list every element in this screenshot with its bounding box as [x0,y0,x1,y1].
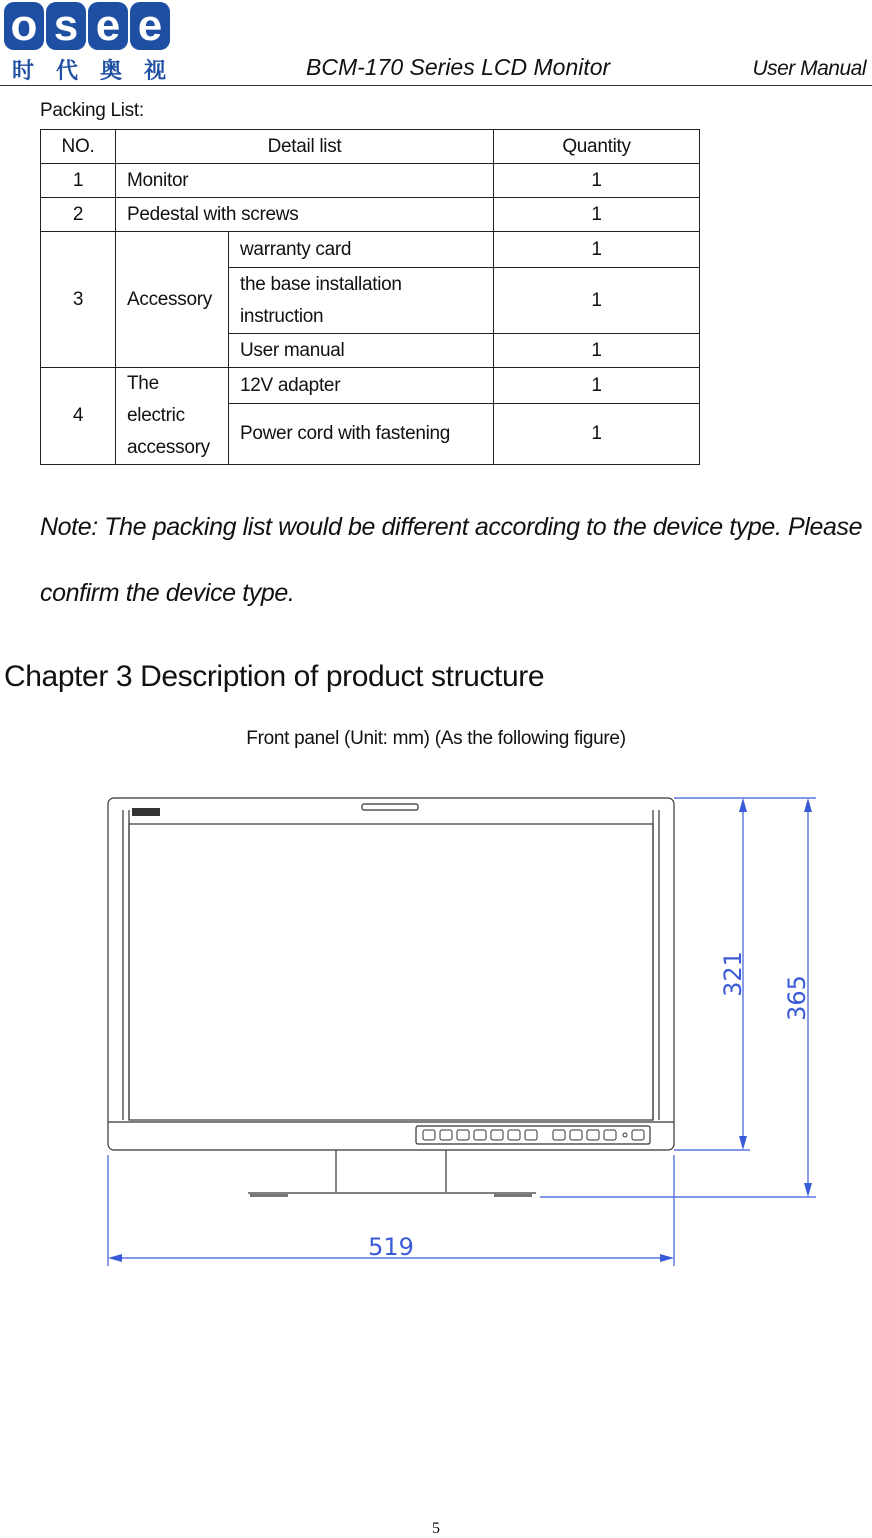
table-row [41,368,700,404]
table-row [41,164,700,198]
logo-letter: e [88,2,128,50]
dimension-lines [108,798,816,1266]
cell-qty: 1 [494,164,700,198]
cell-group [116,368,229,465]
top-slot [362,804,418,810]
cell-qty: 1 [494,368,700,404]
header-quantity: Quantity [494,130,700,164]
monitor-stand [248,1150,536,1197]
cell-qty: 1 [494,268,700,334]
logo-wordmark [4,2,176,50]
group-line: electric [127,405,185,426]
cell-detail: Monitor [116,164,494,198]
group-line: accessory [127,437,210,458]
header-title: BCM-170 Series LCD Monitor [306,54,611,80]
page-number: 5 [432,1520,440,1537]
detail-line: instruction [240,305,324,327]
cell-detail: Power cord with fastening [229,404,494,465]
table-header-row [41,130,700,164]
screen-area [129,824,653,1120]
logo-char: 视 [143,59,166,84]
dim-total-height-label: 365 [783,975,811,1021]
logo-char: 代 [55,59,78,84]
dim-screen-height-label: 321 [719,951,747,997]
packing-list-label: Packing List: [40,100,144,121]
table-row [41,232,700,268]
dim-width-label: 519 [368,1233,414,1261]
cell-detail: User manual [229,334,494,368]
cell-no: 3 [41,232,116,368]
figure-caption: Front panel (Unit: mm) (As the following figure) [246,728,626,749]
cell-no: 2 [41,198,116,232]
group-line: The [127,373,159,394]
cell-detail: 12V adapter [229,368,494,404]
logo-char: 奥 [99,59,122,84]
detail-line: the base installation [240,273,402,295]
front-buttons [423,1130,644,1140]
header-rule [0,85,872,86]
header-doc-type: User Manual [752,57,866,80]
logo-letter: s [46,2,86,50]
chapter-heading: Chapter 3 Description of product structure [4,660,545,693]
header-no: NO. [41,130,116,164]
cell-no: 1 [41,164,116,198]
cell-qty: 1 [494,232,700,268]
logo-char: 时 [11,59,34,84]
cell-no: 4 [41,368,116,465]
cell-qty: 1 [494,198,700,232]
cell-qty: 1 [494,404,700,465]
header-detail: Detail list [116,130,494,164]
logo-letter: e [130,2,170,50]
front-logo [132,808,160,816]
cell-qty: 1 [494,334,700,368]
osee-logo [4,1,176,84]
table-row [41,198,700,232]
logo-chinese [4,54,176,85]
cell-detail: warranty card [229,232,494,268]
cell-group: Accessory [116,232,229,368]
logo-letter: o [4,2,44,50]
front-panel-drawing [0,780,872,1280]
cell-detail: Pedestal with screws [116,198,494,232]
note-text: Note: The packing list would be different according to the device type. Please confirm the device type. [40,513,863,607]
cell-detail [229,268,494,334]
packing-table [40,129,700,465]
monitor-frame [108,798,674,1150]
